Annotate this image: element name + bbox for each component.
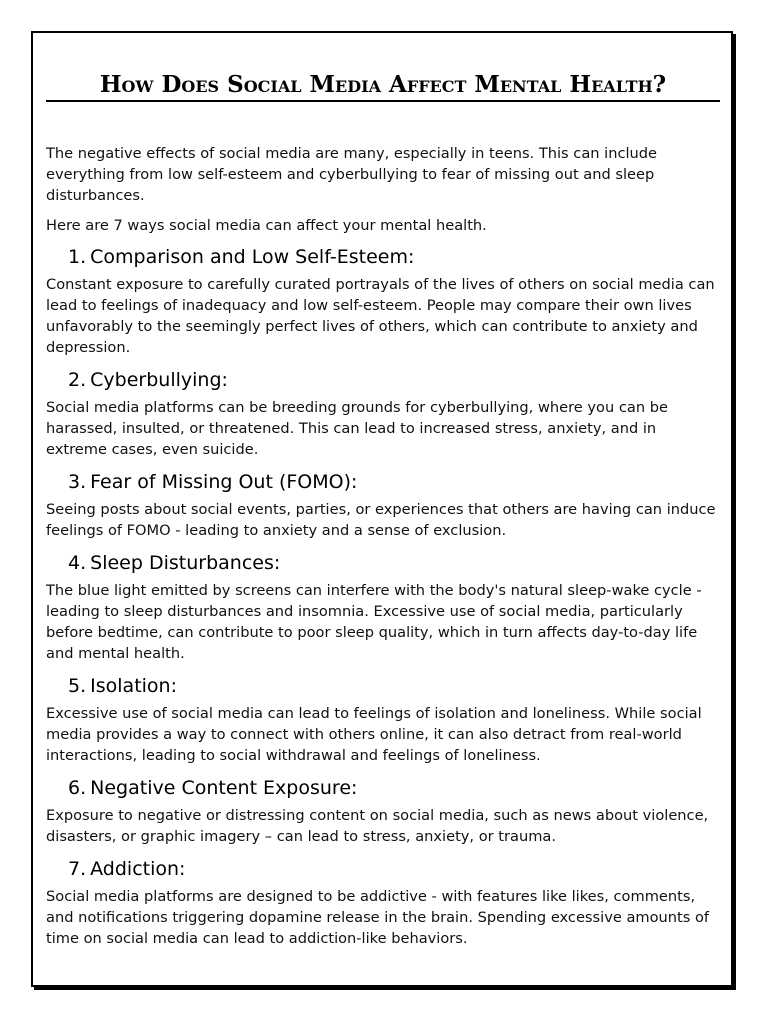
section-title: Negative Content Exposure: xyxy=(90,777,358,799)
section-body-5: Excessive use of social media can lead to feelings of isolation and loneliness. While social media provides a way to connect with others online, it can also detract from real-world interactions, leading to social withdrawal and feelings of loneliness. xyxy=(46,705,702,764)
document-page xyxy=(31,31,733,987)
section-number: 6. xyxy=(68,777,87,799)
section-title: Addiction: xyxy=(90,858,186,880)
section-title: Comparison and Low Self-Esteem: xyxy=(90,246,415,268)
section-heading-1 xyxy=(46,245,720,269)
section-heading-2 xyxy=(46,368,720,392)
section-title: Fear of Missing Out (FOMO): xyxy=(90,471,358,493)
section-title: Sleep Disturbances: xyxy=(90,552,281,574)
section-body-6: Exposure to negative or distressing content on social media, such as news about violence, disasters, or graphic imagery – can lead to stress, anxiety, or trauma. xyxy=(46,807,709,845)
document-content xyxy=(46,143,720,959)
section-number: 1. xyxy=(68,246,87,268)
section-title: Isolation: xyxy=(90,675,177,697)
section-number: 3. xyxy=(68,471,87,493)
section-heading-6 xyxy=(46,776,720,800)
section-number: 4. xyxy=(68,552,87,574)
section-body-4: The blue light emitted by screens can interfere with the body's natural sleep-wake cycle - leading to sleep disturbances and insomnia. Excessive use of social media, particularly before bedtime, can contribute to poor sleep quality, which in turn affects day-to-day life and mental health. xyxy=(46,582,702,662)
section-heading-4 xyxy=(46,551,720,575)
section-title: Cyberbullying: xyxy=(90,369,228,391)
section-number: 2. xyxy=(68,369,87,391)
section-number: 5. xyxy=(68,675,87,697)
section-heading-7 xyxy=(46,857,720,881)
section-body-7: Social media platforms are designed to be addictive - with features like likes, comments, and notifications triggering dopamine release in the brain. Spending excessive amounts of time on social media can lead to addiction-like behaviors. xyxy=(46,888,710,947)
section-body-1: Constant exposure to carefully curated portrayals of the lives of others on social media can lead to feelings of inadequacy and low self-esteem. People may compare their own lives unfavorably to the seemingly perfect lives of others, which can contribute to anxiety and depression. xyxy=(46,276,715,356)
section-heading-3 xyxy=(46,470,720,494)
section-number: 7. xyxy=(68,858,87,880)
intro-paragraph: The negative effects of social media are many, especially in teens. This can include everything from low self-esteem and cyberbullying to fear of missing out and sleep disturbances. xyxy=(46,145,658,204)
page-title: How Does Social Media Affect Mental Health? xyxy=(46,71,720,102)
section-heading-5 xyxy=(46,674,720,698)
intro-lead-in: Here are 7 ways social media can affect your mental health. xyxy=(46,217,487,234)
section-body-2: Social media platforms can be breeding grounds for cyberbullying, where you can be harassed, insulted, or threatened. This can lead to increased stress, anxiety, and in extreme cases, even suicide. xyxy=(46,399,668,458)
section-body-3: Seeing posts about social events, parties, or experiences that others are having can induce feelings of FOMO - leading to anxiety and a sense of exclusion. xyxy=(46,501,716,539)
